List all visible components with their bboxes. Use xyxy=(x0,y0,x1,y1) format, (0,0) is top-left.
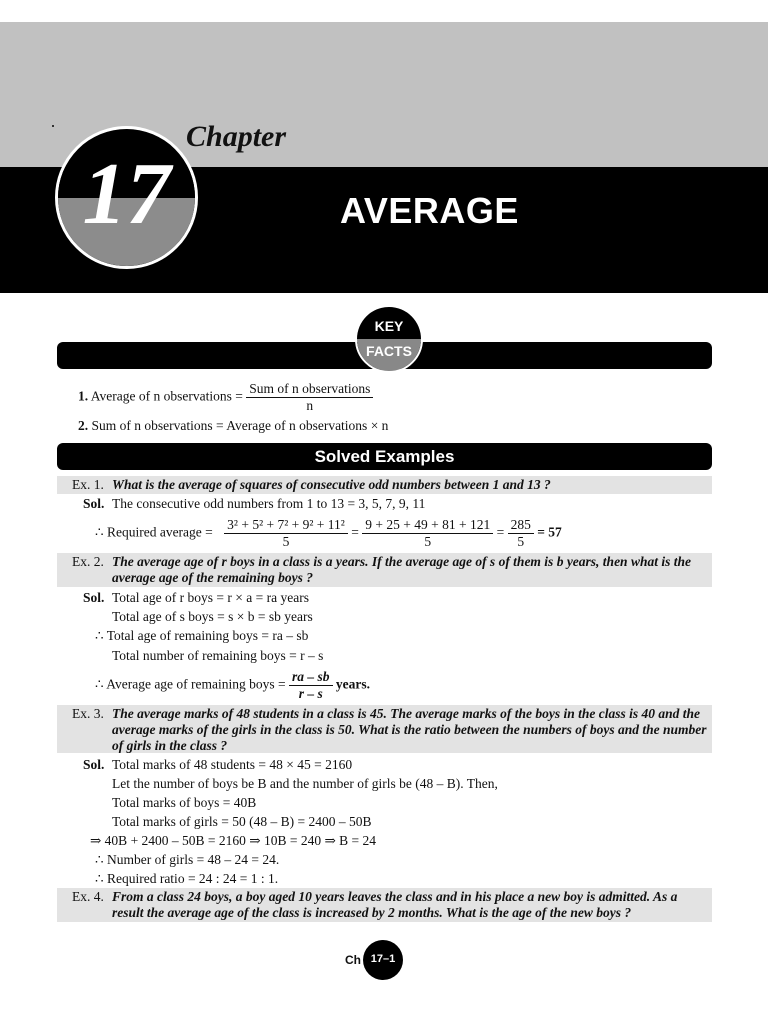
solved-examples-bar: Solved Examples xyxy=(57,443,712,470)
example-2-question: The average age of r boys in a class is a years. If the average age of s of them is b years, then what is the average age of the remaining boys ? xyxy=(112,554,691,585)
example-1-line2-prefix: ∴ Required average = xyxy=(95,524,213,540)
key-facts-badge xyxy=(355,305,423,373)
example-2-line2: Total age of s boys = s × b = sb years xyxy=(112,609,313,624)
example-1-fraction-3 xyxy=(508,517,534,550)
fraction-1-numerator: 3² + 5² + 7² + 9² + 11² xyxy=(224,517,348,534)
example-3-line2: Let the number of boys be B and the number of girls be (48 – B). Then, xyxy=(112,776,498,791)
fact-1 xyxy=(78,381,373,414)
example-2-line3: ∴ Total age of remaining boys = ra – sb xyxy=(95,628,309,643)
example-4-question: From a class 24 boys, a boy aged 10 years leaves the class and in his place a new boy is admitted. As a result the average age of the class is increased by 2 months. What is the age of the new boys ? xyxy=(112,889,678,920)
chapter-number: 17 xyxy=(82,146,171,243)
speck xyxy=(52,125,54,127)
example-2-line5-suffix: years. xyxy=(335,676,371,692)
example-3-line1: Total marks of 48 students = 48 × 45 = 2160 xyxy=(112,757,353,772)
key-facts-line2: FACTS xyxy=(366,343,412,359)
fact-1-text: Average of n observations = xyxy=(90,388,243,404)
equals-sign: = xyxy=(351,524,359,540)
example-3-line4: Total marks of girls = 50 (48 – B) = 2400 – 50B xyxy=(112,814,372,829)
key-facts-line1: KEY xyxy=(374,318,404,334)
fact-2 xyxy=(78,418,388,434)
example-2-denominator: r – s xyxy=(298,686,323,701)
chapter-title: AVERAGE xyxy=(340,190,519,231)
example-1-fraction-1 xyxy=(224,517,348,550)
example-1-sol-label: Sol. xyxy=(83,496,105,511)
page-number-badge xyxy=(363,940,403,980)
example-2-line5 xyxy=(95,669,370,702)
fraction-3-numerator: 285 xyxy=(508,517,534,534)
fact-2-number: 2. xyxy=(78,418,89,433)
chapter-word: Chapter xyxy=(186,120,287,153)
fact-1-numerator: Sum of n observations xyxy=(246,381,373,398)
fact-2-text: Sum of n observations = Average of n observations × n xyxy=(91,418,389,433)
fraction-2-denominator: 5 xyxy=(424,534,432,549)
example-3-line3: Total marks of boys = 40B xyxy=(112,795,257,810)
chapter-number-badge xyxy=(55,126,198,269)
example-2-line1: Total age of r boys = r × a = ra years xyxy=(112,590,309,605)
footer-prefix: Ch xyxy=(345,953,361,967)
example-2-line4: Total number of remaining boys = r – s xyxy=(112,648,324,663)
fraction-2-numerator: 9 + 25 + 49 + 81 + 121 xyxy=(362,517,493,534)
example-2-sol-label: Sol. xyxy=(83,590,105,605)
example-3-label: Ex. 3. xyxy=(72,706,104,721)
example-3-question: The average marks of 48 students in a class is 45. The average marks of the boys in the class is 40 and the average marks of the girls in the class is 50. What is the ratio between the numbers of boys and the number of girls in the class ? xyxy=(112,706,707,753)
example-4-label: Ex. 4. xyxy=(72,889,104,904)
page-number: 17–1 xyxy=(370,953,396,965)
example-3-sol-label: Sol. xyxy=(83,757,105,772)
example-1-line1: The consecutive odd numbers from 1 to 13 = 3, 5, 7, 9, 11 xyxy=(112,496,426,511)
example-3-line7: ∴ Required ratio = 24 : 24 = 1 : 1. xyxy=(95,871,279,886)
example-2-line5-prefix: ∴ Average age of remaining boys = xyxy=(95,676,286,692)
fraction-1-denominator: 5 xyxy=(282,534,290,549)
example-2-fraction xyxy=(289,669,333,702)
fraction-3-denominator: 5 xyxy=(517,534,525,549)
example-1-fraction-2 xyxy=(362,517,493,550)
example-1-result: = 57 xyxy=(537,524,562,540)
example-2-numerator: ra – sb xyxy=(289,669,333,686)
example-1-label: Ex. 1. xyxy=(72,477,104,492)
example-1-question: What is the average of squares of consecutive odd numbers between 1 and 13 ? xyxy=(112,477,551,492)
fact-1-number: 1. xyxy=(78,388,89,404)
example-3-line6: ∴ Number of girls = 48 – 24 = 24. xyxy=(95,852,280,867)
example-1-line2 xyxy=(95,517,562,550)
fact-1-fraction xyxy=(246,381,373,414)
fact-1-denominator: n xyxy=(306,398,314,413)
example-2-label: Ex. 2. xyxy=(72,554,104,569)
equals-sign: = xyxy=(496,524,505,540)
example-3-line5: ⇒ 40B + 2400 – 50B = 2160 ⇒ 10B = 240 ⇒ B = 24 xyxy=(90,833,377,848)
